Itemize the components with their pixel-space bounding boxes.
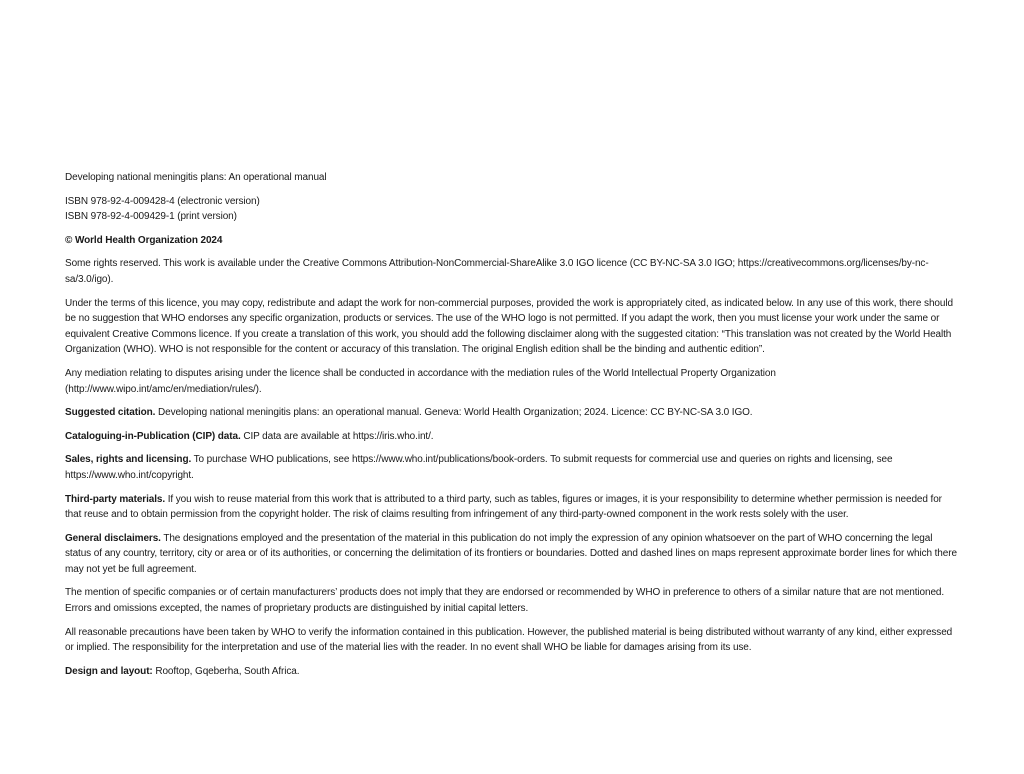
design-paragraph <box>65 664 960 680</box>
suggested-citation-text: Developing national meningitis plans: an operational manual. Geneva: World Health Organization; 2024. Licence: CC BY-NC-SA 3.0 IGO. <box>155 407 753 419</box>
third-party-text: If you wish to reuse material from this work that is attributed to a third party, such as tables, figures or images, it is your responsibility to determine whether permission is needed for that reuse and to obtain permission from the copyright holder. The risk of claims resulting from infringement of any third-party-owned component in the work rests solely with the user. <box>65 493 942 521</box>
copyright-page <box>65 170 960 687</box>
sales-label: Sales, rights and licensing. <box>65 454 192 466</box>
suggested-citation-paragraph <box>65 405 960 421</box>
isbn-electronic: ISBN 978-92-4-009428-4 (electronic version) <box>65 195 260 207</box>
third-party-paragraph <box>65 492 960 523</box>
isbn-block <box>65 194 960 225</box>
cip-text: CIP data are available at https://iris.who.int/. <box>240 430 434 442</box>
precautions-paragraph: All reasonable precautions have been taken by WHO to verify the information contained in this publication. However, the published material is being distributed without warranty of any kind, either expressed or implied. The responsibility for the interpretation and use of the material lies with the reader. In no event shall WHO be liable for damages arising from its use. <box>65 626 953 654</box>
document-title: Developing national meningitis plans: An operational manual <box>65 172 327 183</box>
rights-paragraph: Some rights reserved. This work is available under the Creative Commons Attribution-NonCommercial-ShareAlike 3.0 IGO licence (CC BY-NC-SA 3.0 IGO; https://creativecommons.org/licenses/by-nc-sa/3.0/igo). <box>65 258 929 285</box>
design-label: Design and layout: <box>65 665 153 677</box>
mediation-paragraph: Any mediation relating to disputes arising under the licence shall be conducted in accordance with the mediation rules of the World Intellectual Property Organization (http://www.wipo.int/amc/en/mediation/rules/). <box>65 367 776 395</box>
design-text: Rooftop, Gqeberha, South Africa. <box>152 665 300 677</box>
licence-terms-paragraph: Under the terms of this licence, you may copy, redistribute and adapt the work for non-commercial purposes, provided the work is appropriately cited, as indicated below. In any use of this work, there should be no suggestion that WHO endorses any specific organization, products or services. The use of the WHO logo is not permitted. If you adapt the work, then you must license your work under the same or equivalent Creative Commons licence. If you create a translation of this work, you should add the following disclaimer along with the suggested citation: “This translation was not created by the World Health Organization (WHO). WHO is not responsible for the content or accuracy of this translation. The original English edition shall be the binding and authentic edition”. <box>65 297 953 356</box>
cip-paragraph <box>65 429 960 445</box>
third-party-label: Third-party materials. <box>65 493 166 505</box>
cip-label: Cataloguing-in-Publication (CIP) data. <box>65 430 241 442</box>
isbn-print: ISBN 978-92-4-009429-1 (print version) <box>65 211 237 223</box>
general-disclaimers-label: General disclaimers. <box>65 532 161 544</box>
general-disclaimers-paragraph <box>65 531 960 578</box>
sales-paragraph <box>65 452 960 483</box>
copyright-notice: © World Health Organization 2024 <box>65 234 223 246</box>
companies-paragraph: The mention of specific companies or of certain manufacturers’ products does not imply that they are endorsed or recommended by WHO in preference to others of a similar nature that are not mentioned. Errors and omissions excepted, the names of proprietary products are distinguished by initial capital letters. <box>65 587 945 615</box>
sales-text: To purchase WHO publications, see https://www.who.int/publications/book-orders. To submit requests for commercial use and queries on rights and licensing, see https://www.who.int/copyright. <box>65 454 893 481</box>
general-disclaimers-text: The designations employed and the presentation of the material in this publication do not imply the expression of any opinion whatsoever on the part of WHO concerning the legal status of any country, territory, city or area or of its authorities, or concerning the delimitation of its frontiers or boundaries. Dotted and dashed lines on maps represent approximate border lines for which there may not yet be full agreement. <box>65 532 957 575</box>
suggested-citation-label: Suggested citation. <box>65 407 156 419</box>
